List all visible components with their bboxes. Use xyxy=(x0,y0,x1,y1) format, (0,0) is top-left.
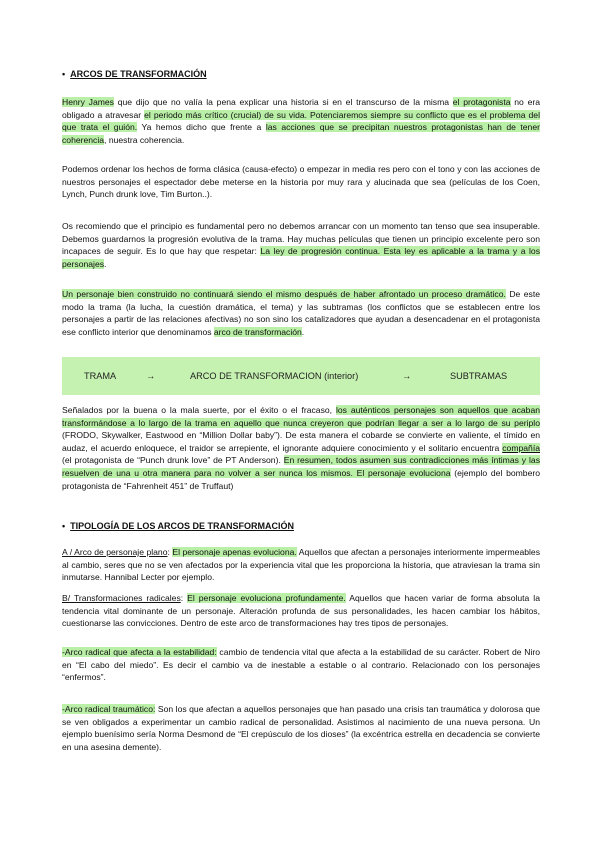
label-arco-plano: A / Arco de personaje plano xyxy=(62,547,168,557)
text-span: . xyxy=(104,258,107,269)
text-span: Aquellos que afectan a personajes interiormente impermeables al cambio, seres que no se ven afectados por la experiencia vital que les proporciona la historia, que atraviesan la trama sin inmutarse. Hannibal Lecter por ejemplo. xyxy=(62,547,540,583)
paragraph-henry-james xyxy=(62,96,540,146)
arrow-right-icon: → xyxy=(402,370,412,381)
highlight-arco-traumatico: -Arco radical traumático: xyxy=(62,704,156,714)
bullet-icon: • xyxy=(62,521,66,531)
heading-tipologia xyxy=(62,520,540,533)
paragraph-arco-traumatico xyxy=(62,703,540,753)
highlight-protagonista: el protagonista xyxy=(452,97,511,107)
highlight-en-resumen: En resumen, todos asumen sus contradicciones más íntimas y las resuelven de una u otra manera para no volver a ser nunca los mismos. El personaje evoluciona xyxy=(62,455,540,478)
text-span: . xyxy=(301,326,305,337)
highlight-acciones-coherencia: las acciones que se precipitan nuestros protagonistas han de tener coherencia xyxy=(62,122,540,145)
paragraph-transformaciones-radicales xyxy=(62,592,540,630)
highlight-personaje-construido: Un personaje bien construido no continuará siendo el mismo después de haber afrontado un proceso dramático. xyxy=(62,289,506,299)
banner-arco-transformacion: ARCO DE TRANSFORMACION (interior) xyxy=(190,370,359,381)
highlight-periodo-critico: el periodo más crítico (crucial) de su vida. Potenciaremos siempre su conflicto que es el problema del que trata el guión. xyxy=(62,109,540,133)
highlight-ley-progresion: La ley de progresión continua. Esta ley es aplicable a la trama y a los personajes xyxy=(62,246,540,269)
text-span: : xyxy=(167,547,173,557)
text-span: Señalados por la buena o la mala suerte, por el éxito o el fracaso, xyxy=(62,405,336,415)
highlight-arco-transformacion: arco de transformación xyxy=(213,326,302,337)
heading-text: TIPOLOGÍA DE LOS ARCOS DE TRANSFORMACIÓN xyxy=(70,521,294,531)
banner-subtramas: SUBTRAMAS xyxy=(450,370,508,381)
paragraph-autenticos-personajes xyxy=(62,404,540,492)
text-span: no era obligado a atravesar xyxy=(62,97,540,120)
text-span: (el protagonista de “Punch drunk love” de PT Anderson). xyxy=(62,455,284,466)
highlight-autenticos-personajes: los auténticos personajes son aquellos que acaban transformándose a lo largo de la trama en aquello que nunca creyeron que podrían llegar a ser a lo largo de su periplo xyxy=(62,405,541,428)
text-span: que dijo que no valía la pena explicar una historia si en el transcurso de la misma xyxy=(113,97,453,107)
text-span: : xyxy=(180,593,188,603)
text-span: Ya hemos dicho que frente a xyxy=(137,122,266,133)
heading-arcos-de-transformacion xyxy=(62,68,540,81)
highlight-arco-estabilidad: -Arco radical que afecta a la estabilidad: xyxy=(62,647,217,657)
text-span: (FRODO, Skywalker, Eastwood en “Million Dollar baby”). De esta manera el cobarde se convierte en valiente, el tímido en audaz, el acuerdo enloquece, el traidor se arrepiente, el ignorante adquiere conocimiento y el solitario encuentra xyxy=(62,430,540,453)
paragraph-arco-estabilidad xyxy=(62,646,540,684)
text-span: Os recomiendo que el principio es fundamental pero no debemos arrancar con un momento tan tenso que sea insuperable. Debemos guardarnos la progresión evolutiva de la trama. Hay muchas películas que tienen un principio excelente pero son incapaces de seguir. Es lo que hay que respetar: xyxy=(62,221,540,257)
text-span: Son los que afectan a aquellos personajes que han pasado una crisis tan traumática y dolorosa que se ven obligados a experimentar un cambio radical de personalidad. Asistimos al nacimiento de una nueva persona. Un ejemplo buenísimo sería Norma Desmond de “El crepúsculo de los dioses” (la excéntrica estrella en decadencia se convierte en una asesina demente). xyxy=(62,704,540,752)
text-span: De este modo la trama (la lucha, la cuestión dramática, el tema) y las subtramas (los conflictos que se establecen entre los personajes a partir de las relaciones afectivas) no son sino los catalizadores que ayudan a desencadenar en el protagonista ese conflicto interior que denominamos xyxy=(62,289,540,337)
text-span: (ejemplo del bombero protagonista de “Fahrenheit 451” de Truffaut) xyxy=(62,467,540,491)
paragraph-personaje-construido xyxy=(62,288,540,338)
paragraph-ordenar-hechos: Podemos ordenar los hechos de forma clásica (causa-efecto) o empezar in media res pero con el tono y con las acciones de nuestros personajes el espectador debe meterse en la historia por muy rara y alucinada que sea (películas de los Coen, Lynch, Punch drunk love, Tim Burton..). xyxy=(62,164,540,200)
bullet-icon: • xyxy=(62,69,66,79)
banner-trama: TRAMA xyxy=(84,370,117,381)
heading-text: ARCOS DE TRANSFORMACIÓN xyxy=(70,69,207,79)
paragraph-arco-plano xyxy=(62,546,540,584)
label-transformaciones-radicales: B/ Transformaciones radicales xyxy=(62,593,181,603)
highlight-apenas-evoluciona: El personaje apenas evoluciona. xyxy=(172,547,297,557)
text-span: , nuestra coherencia. xyxy=(104,134,185,145)
highlight-evoluciona-profundamente: El personaje evoluciona profundamente. xyxy=(187,593,346,603)
highlight-henry-james: Henry James xyxy=(62,97,114,107)
arrow-right-icon: → xyxy=(146,370,156,381)
text-span: cambio de tendencia vital que afecta a la estabilidad de su carácter. Robert de Niro en “El cabo del miedo”. Es decir el cambio va de inestable a estable o al contrario. Relacionado con los personajes “enfermos”. xyxy=(62,647,541,683)
trama-arco-subtramas-banner xyxy=(62,357,540,395)
text-span: Aquellos que hacen variar de forma absoluta la tendencia vital dominante de un personaje. Alteración profunda de sus personalidades, les hacen cambiar los hábitos, cuestionarse las convicciones. Dentro de este arco de transformaciones hay tres tipos de personajes. xyxy=(62,593,540,629)
highlight-compania: compañía xyxy=(502,442,540,453)
paragraph-principio xyxy=(62,220,540,270)
